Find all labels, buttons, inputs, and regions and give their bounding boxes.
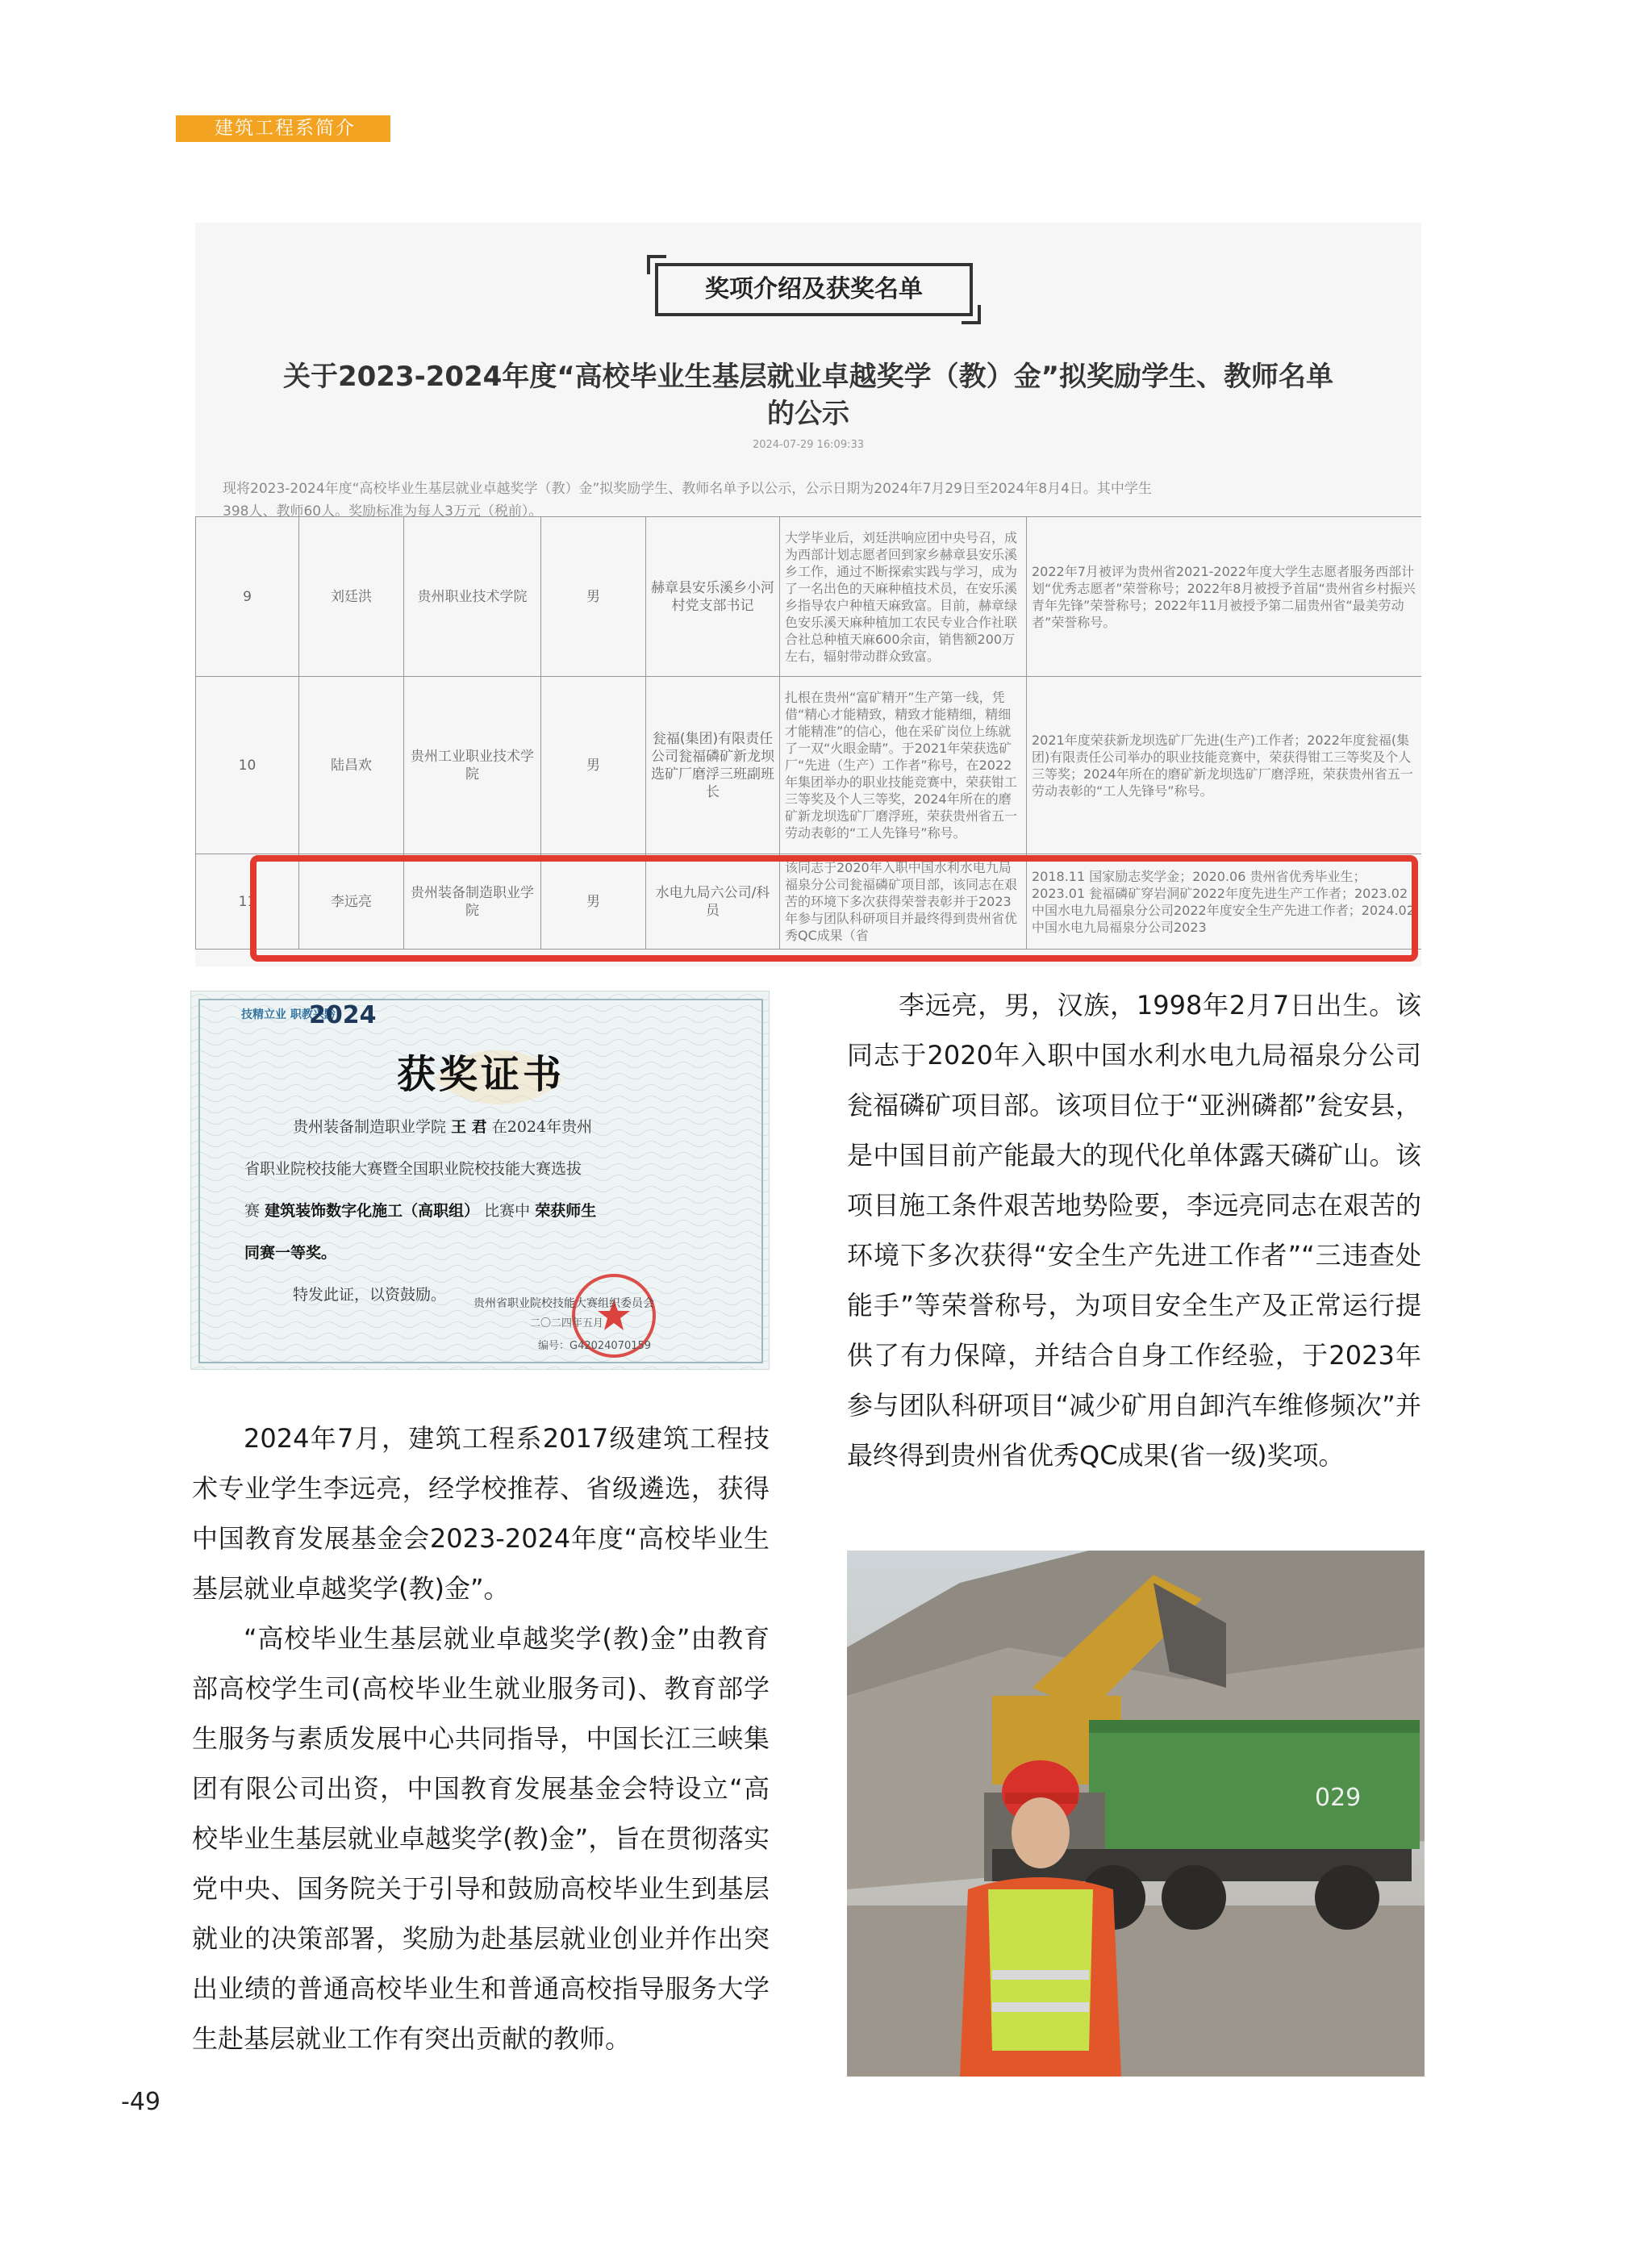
award-paragraph-1: 2024年7月，建筑工程系2017级建筑工程技术专业学生李远亮，经学校推荐、省级遴选，获得中国教育发展基金会2023-2024年度“高校毕业生基层就业卓越奖学(教)金”。 (192, 1423, 770, 1604)
row-gender: 男 (541, 517, 646, 677)
row-honors: 2021年度荣获新龙坝选矿厂先进(生产)工作者；2022年度瓮福(集团)有限责任公司举办的职业技能竞赛中，荣获得钳工三等奖及个人三等奖；2024年所在的磨矿新龙坝选矿厂磨浮班，荣获贵州省五一劳动表彰的“工人先锋号”称号。 (1027, 677, 1422, 854)
row-name: 李远亮 (299, 854, 404, 950)
row-school: 贵州职业技术学院 (404, 517, 541, 677)
page-number: -49 (121, 2088, 161, 2116)
certificate-year: 2024 (309, 1001, 377, 1029)
cert-line5: 特发此证，以资鼓励。 (293, 1286, 447, 1304)
row-gender: 男 (541, 677, 646, 854)
cert-line1-tail: 在2024年贵州 (491, 1118, 593, 1136)
row-number: 10 (196, 677, 299, 854)
cert-number: 编号：G42024070159 (538, 1340, 652, 1352)
announcement-intro-line2: 398人、教师60人。奖励标准为每人3万元（税前）。 (223, 503, 543, 520)
cert-line3-mid: 比赛中 (484, 1202, 531, 1220)
cert-line2: 省职业院校技能大赛暨全国职业院校技能大赛选拔 (244, 1160, 582, 1178)
row-name: 刘廷洪 (299, 517, 404, 677)
announcement-intro-line1: 现将2023-2024年度“高校毕业生基层就业卓越奖学（教）金”拟奖励学生、教师名单予以公示，公示日期为2024年7月29日至2024年8月4日。其中学生 (223, 481, 1152, 497)
award-paragraph-2: “高校毕业生基层就业卓越奖学(教)金”由教育部高校学生司(高校毕业生就业服务司)、教育部学生服务与素质发展中心共同指导，中国长江三峡集团有限公司出资，中国教育发展基金会特设立“高校毕业生基层就业卓越奖学(教)金”，旨在贯彻落实党中央、国务院关于引导和鼓励高校毕业生到基层就业的决策部署，奖励为赴基层就业创业并作出突出业绩的普通高校毕业生和普通高校指导服务大学生赴基层就业工作有突出贡献的教师。 (192, 1623, 770, 2054)
cert-award: 荣获师生 (535, 1202, 597, 1220)
row-unit: 瓮福(集团)有限责任公司瓮福磷矿新龙坝选矿厂磨浮三班副班长 (646, 677, 780, 854)
truck-number: 029 (1315, 1784, 1362, 1812)
certificate-body (244, 1106, 736, 1316)
row-honors: 2018.11 国家励志奖学金；2020.06 贵州省优秀毕业生；2023.01 瓮福磷矿穿岩洞矿2022年度先进生产工作者；2023.02 中国水电九局福泉分公司2022年度安全生产先进工作者；2024.02 中国水电九局福泉分公司2023 (1027, 854, 1422, 950)
row-deeds: 大学毕业后，刘廷洪响应团中央号召，成为西部计划志愿者回到家乡赫章县安乐溪乡工作，通过不断探索实践与学习，成为了一名出色的天麻种植技术员，在安乐溪乡指导农户种植天麻致富。目前，赫章绿色安乐溪天麻种植加工农民专业合作社联合社总种植天麻600余亩，销售额200万左右，辐射带动群众致富。 (780, 517, 1027, 677)
award-certificate (190, 991, 770, 1370)
cert-school: 贵州装备制造职业学院 (293, 1118, 447, 1136)
announcement-screenshot (195, 223, 1421, 966)
row-honors: 2022年7月被评为贵州省2021-2022年度大学生志愿者服务西部计划“优秀志愿者”荣誉称号；2022年8月被授予首届“贵州省乡村振兴青年先锋”荣誉称号；2022年11月被授予第二届贵州省“最美劳动者”荣誉称号。 (1027, 517, 1422, 677)
worker-photo (847, 1551, 1425, 2077)
row-deeds: 扎根在贵州“富矿精开”生产第一线，凭借“精心才能精致，精致才能精细，精细才能精准”的信心，他在采矿岗位上练就了一双“火眼金睛”。于2021年荣获选矿厂“先进（生产）工作者”称号，在2022年集团举办的职业技能竞赛中，荣获钳工三等奖及个人三等奖，2024年所在的磨矿新龙坝选矿厂磨浮班，荣获贵州省五一劳动表彰的“工人先锋号”称号。 (780, 677, 1027, 854)
row-unit: 赫章县安乐溪乡小河村党支部书记 (646, 517, 780, 677)
cert-event: 建筑装饰数字化施工（高职组） (265, 1202, 480, 1220)
announcement-date: 2024-07-29 16:09:33 (752, 439, 865, 451)
row-school: 贵州工业职业技术学院 (404, 677, 541, 854)
profile-text: 李远亮，男，汉族，1998年2月7日出生。该同志于2020年入职中国水利水电九局福泉分公司瓮福磷矿项目部。该项目位于“亚洲磷都”瓮安县，是中国目前产能最大的现代化单体露天磷矿山。该项目施工条件艰苦地势险要，李远亮同志在艰苦的环境下多次获得“安全生产先进工作者”“三违查处能手”等荣誉称号，为项目安全生产及正常运行提供了有力保障，并结合自身工作经验，于2023年参与团队科研项目“减少矿用自卸汽车维修频次”并最终得到贵州省优秀QC成果(省一级)奖项。 (847, 990, 1421, 1471)
row-name: 陆昌欢 (299, 677, 404, 854)
cert-recipient: 王 君 (451, 1118, 487, 1136)
award-description (192, 1413, 770, 2064)
table-row (196, 517, 1422, 677)
row-gender: 男 (541, 854, 646, 950)
section-label: 建筑工程系简介 (215, 118, 356, 139)
competition-logo: 技精立业 职教兴黔 (241, 1008, 336, 1021)
row-deeds: 该同志于2020年入职中国水利水电九局福泉分公司瓮福磷矿项目部，该同志在艰苦的环境下多次获得荣誉表彰并于2023年参与团队科研项目并最终得到贵州省优秀QC成果（省 (780, 854, 1027, 950)
announcement-title-line2: 的公示 (767, 398, 849, 430)
row-number: 11 (196, 854, 299, 950)
certificate-heading: 获奖证书 (396, 1052, 565, 1097)
announcement-title-line1: 关于2023-2024年度“高校毕业生基层就业卓越奖学（教）金”拟奖励学生、教师名单 (282, 361, 1334, 393)
row-number: 9 (196, 517, 299, 677)
table-row (196, 677, 1422, 854)
cert-date: 二〇二四年五月 (530, 1317, 604, 1329)
profile-paragraph (847, 980, 1421, 1480)
cert-line4: 同赛一等奖。 (244, 1244, 337, 1262)
row-school: 贵州装备制造职业学院 (404, 854, 541, 950)
row-unit: 水电九局六公司/科员 (646, 854, 780, 950)
cert-line3-pre: 赛 (244, 1202, 261, 1220)
highlight-box (250, 855, 1418, 962)
announcement-box-title: 奖项介绍及获奖名单 (655, 263, 973, 316)
cert-issuer: 贵州省职业院校技能大赛组织委员会 (473, 1297, 654, 1310)
section-tab (176, 115, 390, 142)
announcement-title (195, 358, 1421, 432)
